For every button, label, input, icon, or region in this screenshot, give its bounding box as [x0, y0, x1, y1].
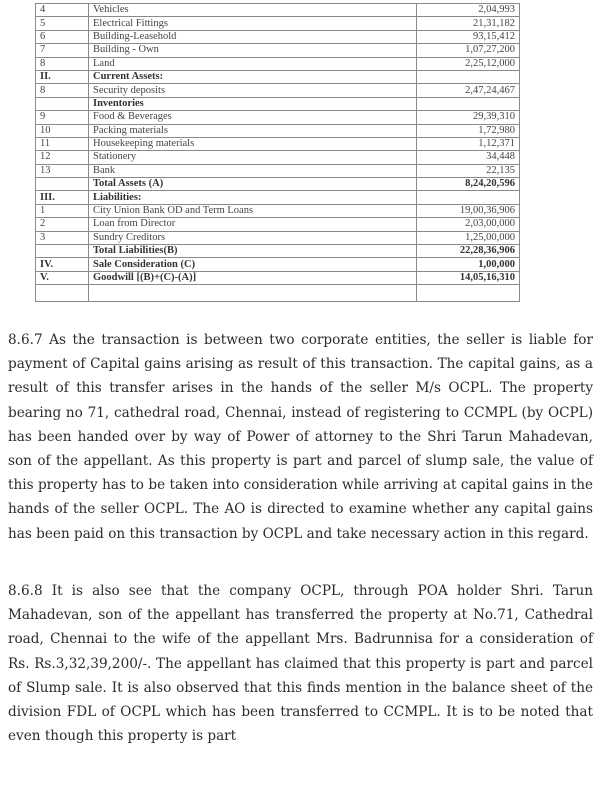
- table-row: [36, 137, 520, 150]
- balance-sheet-table: [35, 3, 520, 302]
- table-row: [36, 151, 520, 164]
- empty-row: [36, 285, 520, 302]
- table-row: [36, 124, 520, 137]
- table-row: [36, 204, 520, 217]
- sale-consideration-amount: 1,00,000: [417, 258, 520, 271]
- row-description: Sundry Creditors: [89, 231, 417, 244]
- row-amount: 1,72,980: [417, 124, 520, 137]
- paragraph-8-6-7: 8.6.7 As the transaction is between two corporate entities, the seller is liable for payment of Capital gains arising as result of this transaction. The capital gains, as a result of this transfer arises in the hands of the seller M/s OCPL. The property bearing no 71, cathedral road, Chennai, instead of registering to CCMPL (by OCPL) has been handed over by way of Power of attorney to the Shri Tarun Mahadevan, son of the appellant. As this property is part and parcel of slump sale, the value of this property has to be taken into consideration while arriving at capital gains in the hands of the seller OCPL. The AO is directed to examine whether any capital gains has been paid on this transaction by OCPL and take necessary action in this regard.: [8, 332, 593, 542]
- row-number: 9: [36, 111, 89, 124]
- row-amount: 93,15,412: [417, 30, 520, 43]
- row-amount: 2,04,993: [417, 4, 520, 17]
- total-assets-amount: 8,24,20,596: [417, 178, 520, 191]
- sale-consideration-row: [36, 258, 520, 271]
- table-row: [36, 84, 520, 97]
- row-amount: [417, 97, 520, 110]
- section-number: III.: [36, 191, 89, 204]
- row-number: [36, 97, 89, 110]
- row-description: Food & Beverages: [89, 111, 417, 124]
- table-row: [36, 17, 520, 30]
- subsection-header-row: [36, 97, 520, 110]
- row-description: Bank: [89, 164, 417, 177]
- goodwill-row: [36, 271, 520, 284]
- row-amount: 34,448: [417, 151, 520, 164]
- section-title: Liabilities:: [89, 191, 417, 204]
- section-number: II.: [36, 70, 89, 83]
- row-description: Building-Leasehold: [89, 30, 417, 43]
- row-number: 11: [36, 137, 89, 150]
- row-number: 6: [36, 30, 89, 43]
- row-number: 7: [36, 44, 89, 57]
- balance-sheet-body: [36, 4, 520, 302]
- row-description: Land: [89, 57, 417, 70]
- row-amount: 1,25,00,000: [417, 231, 520, 244]
- row-description: Building - Own: [89, 44, 417, 57]
- subsection-title: Inventories: [89, 97, 417, 110]
- row-number: 10: [36, 124, 89, 137]
- table-row: [36, 218, 520, 231]
- row-amount: [417, 285, 520, 302]
- row-amount: 22,135: [417, 164, 520, 177]
- row-amount: 21,31,182: [417, 17, 520, 30]
- row-amount: 1,07,27,200: [417, 44, 520, 57]
- row-amount: 2,47,24,467: [417, 84, 520, 97]
- total-liabilities-label: Total Liabilities(B): [89, 245, 417, 258]
- row-number: 12: [36, 151, 89, 164]
- row-amount: 2,25,12,000: [417, 57, 520, 70]
- section-number: V.: [36, 271, 89, 284]
- total-assets-row: [36, 178, 520, 191]
- row-description: City Union Bank OD and Term Loans: [89, 204, 417, 217]
- balance-sheet-table-container: [35, 3, 519, 302]
- row-number: 5: [36, 17, 89, 30]
- total-liabilities-row: [36, 245, 520, 258]
- row-description: Security deposits: [89, 84, 417, 97]
- row-amount: 1,12,371: [417, 137, 520, 150]
- row-description: Housekeeping materials: [89, 137, 417, 150]
- row-description: Stationery: [89, 151, 417, 164]
- section-header-row: [36, 70, 520, 83]
- row-number: 4: [36, 4, 89, 17]
- paragraph-8-6-8: 8.6.8 It is also see that the company OCPL, through POA holder Shri. Tarun Mahadevan, son of the appellant has transferred the property at No.71, Cathedral road, Chennai to the wife of the appellant Mrs. Badrunnisa for a consideration of Rs. Rs.3,32,39,200/-. The appellant has claimed that this property is part and parcel of Slump sale. It is also observed that this finds mention in the balance sheet of the division FDL of OCPL which has been transferred to CCMPL. It is to be noted that even though this property is part: [8, 583, 593, 745]
- sale-consideration-label: Sale Consideration (C): [89, 258, 417, 271]
- row-number: 2: [36, 218, 89, 231]
- section-title: Current Assets:: [89, 70, 417, 83]
- table-row: [36, 231, 520, 244]
- row-number: [36, 285, 89, 302]
- row-amount: [417, 191, 520, 204]
- row-description: [89, 285, 417, 302]
- row-number: 1: [36, 204, 89, 217]
- goodwill-label: Goodwill [(B)+(C)-(A)]: [89, 271, 417, 284]
- row-amount: [417, 70, 520, 83]
- row-amount: 19,00,36,906: [417, 204, 520, 217]
- table-row: [36, 30, 520, 43]
- row-number: 3: [36, 231, 89, 244]
- table-row: [36, 4, 520, 17]
- row-description: Loan from Director: [89, 218, 417, 231]
- row-number: 8: [36, 57, 89, 70]
- total-assets-label: Total Assets (A): [89, 178, 417, 191]
- section-header-row: [36, 191, 520, 204]
- row-number: 13: [36, 164, 89, 177]
- table-row: [36, 44, 520, 57]
- table-row: [36, 164, 520, 177]
- table-row: [36, 57, 520, 70]
- row-amount: 29,39,310: [417, 111, 520, 124]
- total-liabilities-amount: 22,28,36,906: [417, 245, 520, 258]
- section-number: IV.: [36, 258, 89, 271]
- row-number: 8: [36, 84, 89, 97]
- row-amount: 2,03,00,000: [417, 218, 520, 231]
- table-row: [36, 111, 520, 124]
- row-number: [36, 245, 89, 258]
- row-description: Vehicles: [89, 4, 417, 17]
- row-number: [36, 178, 89, 191]
- goodwill-amount: 14,05,16,310: [417, 271, 520, 284]
- row-description: Electrical Fittings: [89, 17, 417, 30]
- row-description: Packing materials: [89, 124, 417, 137]
